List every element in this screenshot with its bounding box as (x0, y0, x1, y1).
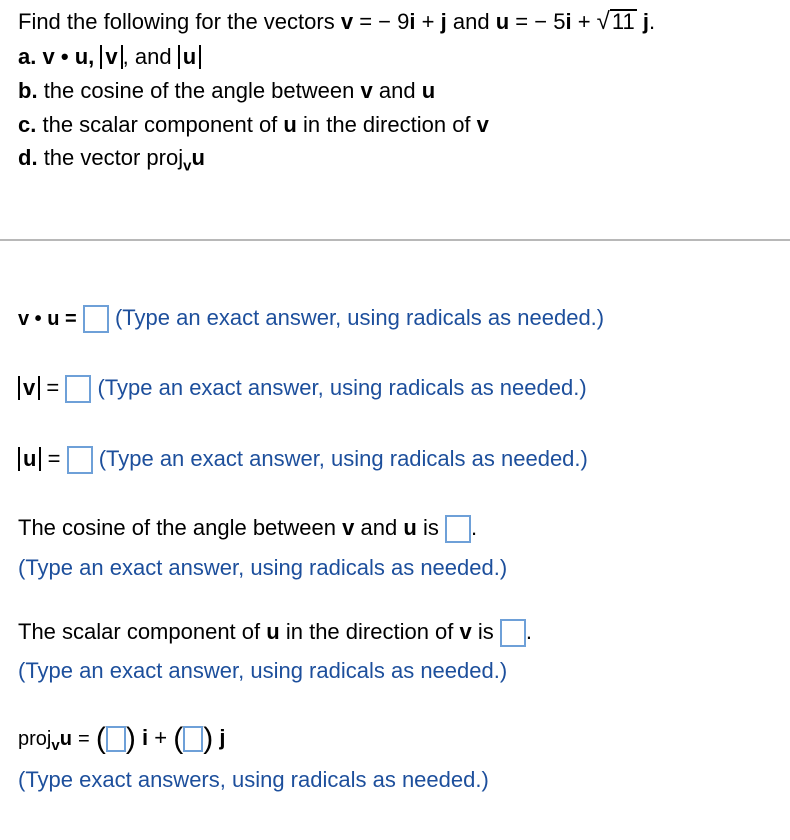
sqrt-value: 11 (611, 9, 635, 34)
proj-j-input[interactable] (183, 726, 203, 752)
radical-sign: √ (596, 8, 610, 35)
problem-statement: Find the following for the vectors v = − 9i + j and u = − 5i + √11 j. (18, 8, 656, 35)
scalar-input[interactable] (500, 619, 526, 647)
projection-hint: (Type exact answers, using radicals as needed.) (18, 767, 489, 792)
part-b: b. the cosine of the angle between v and u (18, 78, 436, 103)
dot-product-input[interactable] (83, 305, 109, 333)
v-magnitude: v (100, 45, 122, 69)
part-d: d. the vector proj$_v$u (18, 145, 205, 175)
v-magnitude-input[interactable] (65, 375, 91, 403)
u-magnitude-row: u = (Type an exact answer, using radicals as needed.) (18, 446, 588, 474)
proj-i-input[interactable] (106, 726, 126, 752)
v-magnitude-row: v = (Type an exact answer, using radicals as needed.) (18, 375, 587, 403)
part-c: c. the scalar component of u in the direction of v (18, 112, 489, 137)
dot-product-row: v • u = (Type an exact answer, using radicals as needed.) (18, 305, 604, 333)
part-a: a. v • u, v , and u (18, 44, 201, 70)
scalar-row: The scalar component of u in the direction of v is . (18, 619, 532, 647)
projection-row: proj$_v$u = ( ) i + ( ) j (18, 722, 226, 755)
u-magnitude: u (18, 447, 41, 471)
scalar-hint: (Type an exact answer, using radicals as needed.) (18, 658, 508, 683)
divider (0, 239, 790, 241)
v-magnitude: v (18, 376, 40, 400)
cosine-row: The cosine of the angle between v and u is . (18, 515, 477, 543)
cosine-hint: (Type an exact answer, using radicals as needed.) (18, 555, 508, 580)
u-magnitude-input[interactable] (67, 446, 93, 474)
cosine-input[interactable] (445, 515, 471, 543)
u-magnitude: u (178, 45, 201, 69)
